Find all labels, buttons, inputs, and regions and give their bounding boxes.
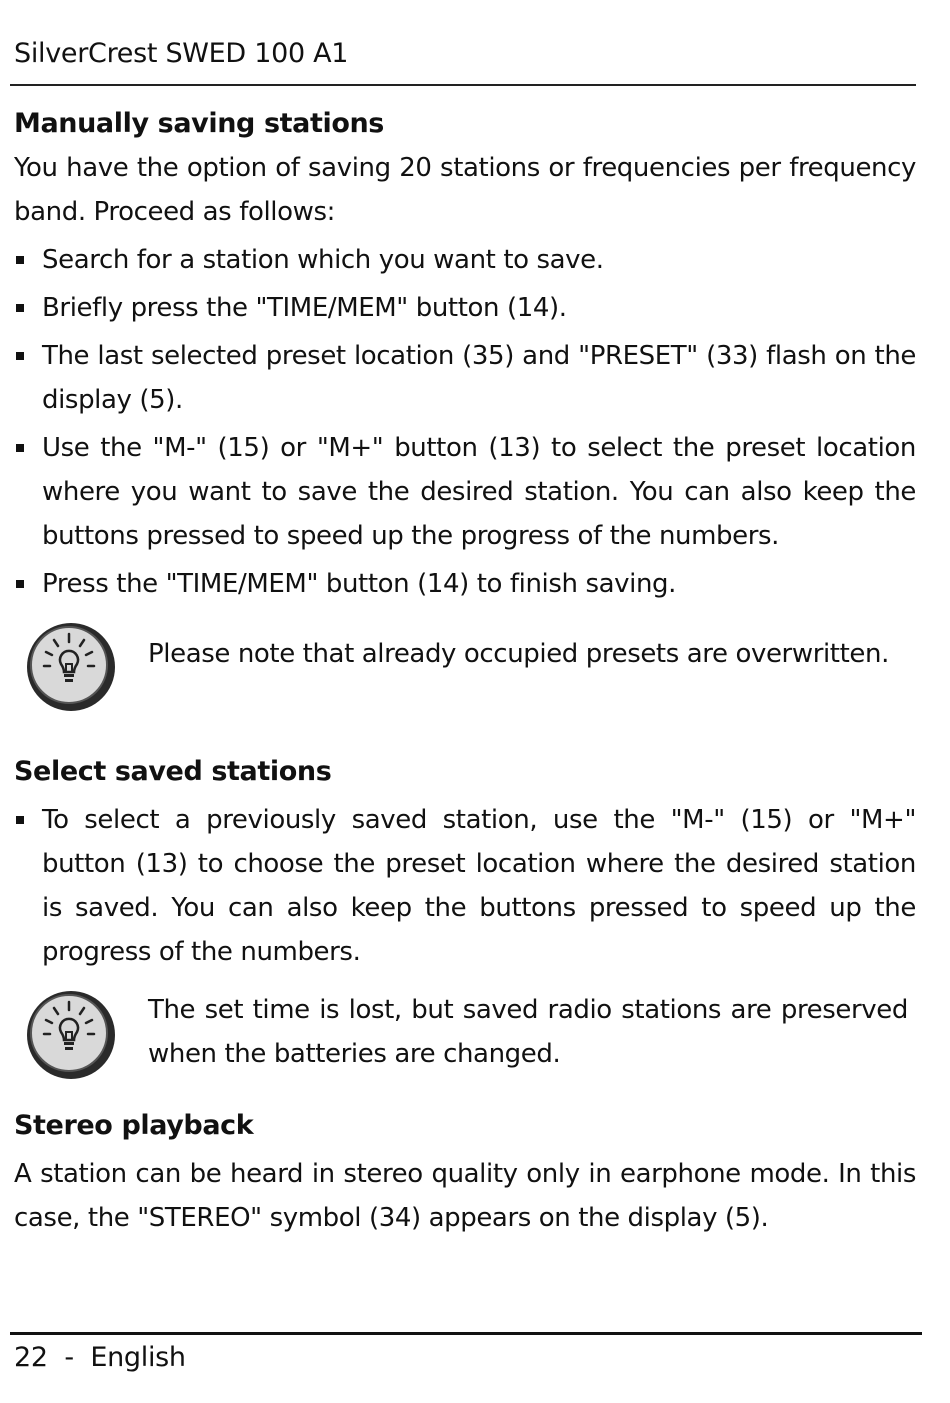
bullet-icon <box>16 256 24 264</box>
list-item: Use the "M-" (15) or "M+" button (13) to select the preset location where you want to save the desired station. You can also keep the buttons pressed to speed up the progress of the numbers. <box>14 426 916 558</box>
manual-saving-steps <box>14 238 916 606</box>
bullet-icon <box>16 816 24 824</box>
list-item: The last selected preset location (35) and "PRESET" (33) flash on the display (5). <box>14 334 916 422</box>
select-saved-steps <box>14 798 916 974</box>
list-item: Search for a station which you want to save. <box>14 238 916 282</box>
note-overwrite <box>14 620 916 714</box>
lightbulb-tip-icon <box>24 620 118 714</box>
list-item: Briefly press the "TIME/MEM" button (14). <box>14 286 916 330</box>
stereo-text: A station can be heard in stereo quality only in earphone mode. In this case, the "STEREO" symbol (34) appears on the display (5). <box>14 1159 916 1233</box>
page-content <box>14 102 916 1240</box>
header-divider <box>10 84 916 86</box>
section-heading-select-saved: Select saved stations <box>14 756 332 787</box>
list-item: Press the "TIME/MEM" button (14) to finish saving. <box>14 562 916 606</box>
manual-saving-intro: You have the option of saving 20 stations or frequencies per frequency band. Proceed as follows: <box>14 153 916 227</box>
bullet-icon <box>16 304 24 312</box>
bullet-icon <box>16 352 24 360</box>
section-heading-manual-saving: Manually saving stations <box>14 108 384 139</box>
note-text: The set time is lost, but saved radio stations are preserved when the batteries are changed. <box>148 995 908 1069</box>
bullet-icon <box>16 444 24 452</box>
bullet-icon <box>16 580 24 588</box>
page-footer: 22 - English <box>14 1342 186 1373</box>
section-heading-stereo: Stereo playback <box>14 1110 254 1141</box>
note-batteries <box>14 988 916 1082</box>
document-header: SilverCrest SWED 100 A1 <box>14 38 349 69</box>
footer-divider <box>10 1332 922 1335</box>
lightbulb-tip-icon <box>24 988 118 1082</box>
note-text: Please note that already occupied presets are overwritten. <box>148 639 889 669</box>
list-item: To select a previously saved station, use the "M-" (15) or "M+" button (13) to choose the preset location where the desired station is saved. You can also keep the buttons pressed to speed up the progress of the numbers. <box>14 798 916 974</box>
